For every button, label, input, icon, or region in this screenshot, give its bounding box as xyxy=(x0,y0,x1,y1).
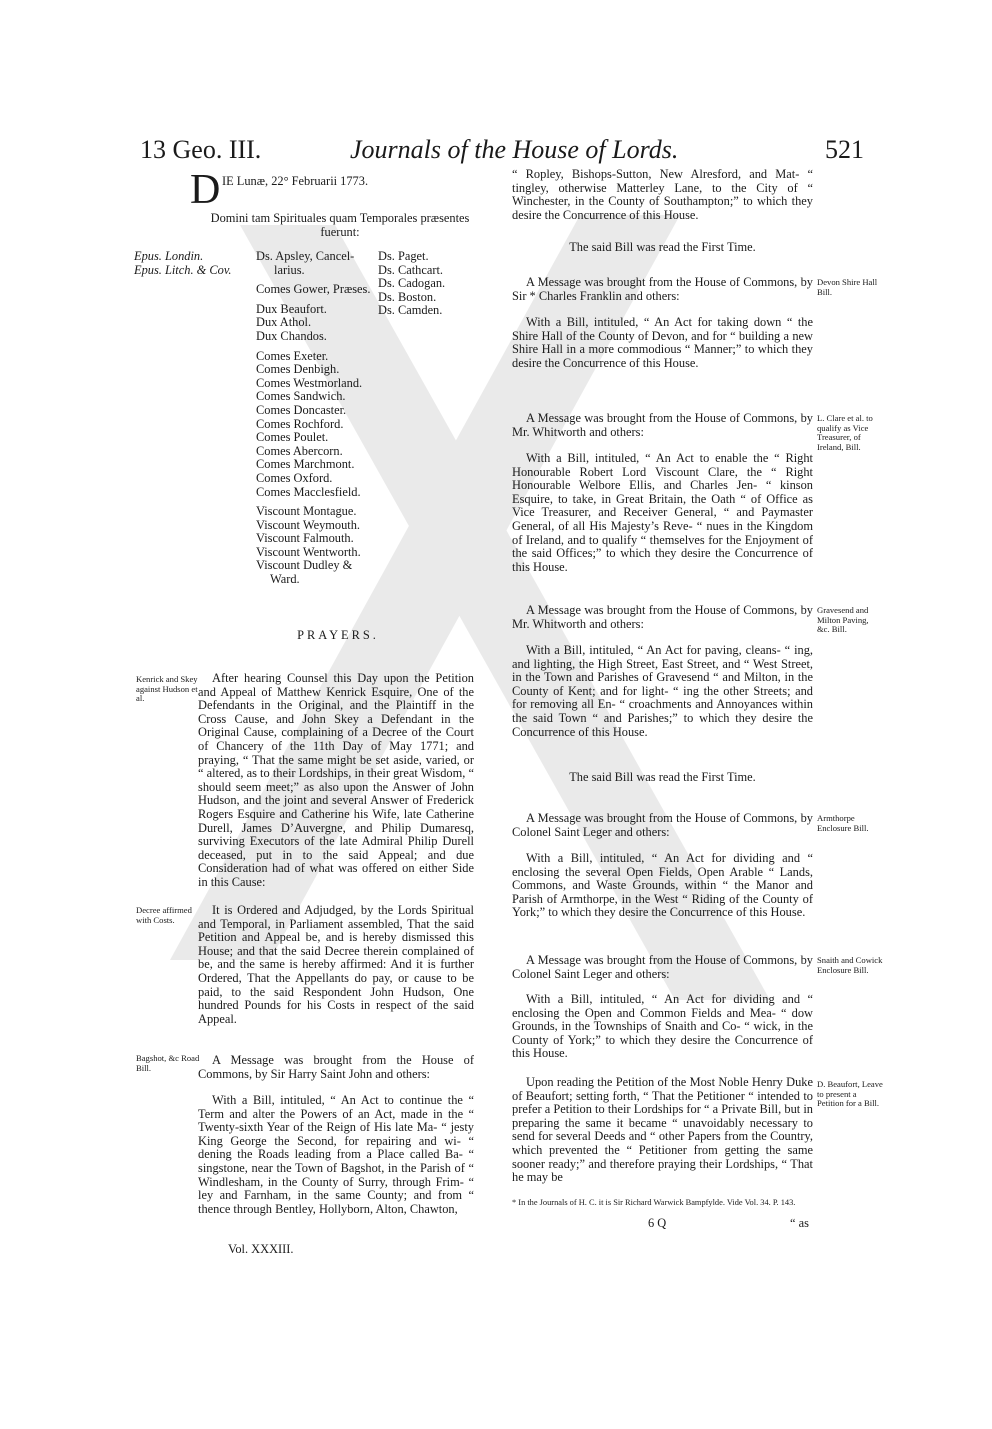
gravesend-message-para: A Message was brought from the House of Commons, by Mr. Whitworth and others: xyxy=(512,603,813,631)
margin-note-gravesend: Gravesend and Milton Paving, &c. Bill. xyxy=(817,605,869,635)
attendee: Ds. Cadogan. xyxy=(378,276,446,291)
attendee: Epus. Litch. & Cov. xyxy=(134,262,232,277)
ropley-continuation-para: “ Ropley, Bishops-Sutton, New Alresford, and Mat- “ tingley, otherwise Matterley Lane, to the City of “ Winchester, in the County of Southampton;” to which they desire the Concurrence of this House. xyxy=(512,167,813,222)
header-title: Journals of the House of Lords. xyxy=(350,135,679,164)
devon-message-para: A Message was brought from the House of Commons, by Sir * Charles Franklin and others: xyxy=(512,275,813,303)
first-reading-2: The said Bill was read the First Time. xyxy=(569,770,756,784)
catchword: “ as xyxy=(790,1216,809,1230)
attendee: Comes Marchmont. xyxy=(256,457,355,472)
margin-note-snaith: Snaith and Cowick Enclosure Bill. xyxy=(817,955,883,975)
first-reading-1: The said Bill was read the First Time. xyxy=(569,240,756,254)
attendee: Comes Doncaster. xyxy=(256,402,347,417)
attendee: Comes Denbigh. xyxy=(256,362,340,377)
attendee: Ward. xyxy=(270,572,300,587)
margin-note-beaufort: D. Beaufort, Leave to present a Petition for a Bill. xyxy=(817,1079,883,1109)
clare-bill-para: With a Bill, intituled, “ An Act to enable the “ Right Honourable Robert Lord Viscount Clare, the “ Right Honourable Welbore Ellis, and Charles Jen- “ kinson Esquire, to take, in Great Britain, the Oath “ of Office as Vice Treasurer, and Receiver General, “ and Paymaster General, of all His Majesty’s Reve- “ nues in the Kingdom of Ireland, and to qualify “ themselves for the Enjoyment of the said Offices;” to which they desire the Concurrence of this House. xyxy=(512,451,813,574)
attendee: Dux Chandos. xyxy=(256,328,327,343)
attendee: Ds. Camden. xyxy=(378,303,443,318)
decree-para: It is Ordered and Adjudged, by the Lords Spiritual and Temporal, in Parliament assembled, That the said Petition and Appeal be, and is hereby dismissed this House; and that the said Decree therein complained of be, and the same is hereby affirmed: And it is further Ordered, That the Appellants do pay, or cause to be paid, to the said Respondent John Hudson, One hundred Pounds for his Costs in respect of the said Appeal. xyxy=(198,903,474,1026)
attendee: Comes Rochford. xyxy=(256,416,344,431)
margin-note-bagshot: Bagshot, &c Road Bill. xyxy=(136,1053,200,1073)
margin-note-decree: Decree affirmed with Costs. xyxy=(136,905,192,925)
attendee: Comes Gower, Præses. xyxy=(256,282,371,297)
armthorpe-bill-para: With a Bill, intituled, “ An Act for dividing and “ enclosing the several Open Fields, Open Arable “ Lands, Commons, and Waste Grounds, within “ the Manor and Parish of Armthorpe, in the West “ Riding of the County of York;” to which they desire the Concurrence of this House. xyxy=(512,851,813,920)
bagshot-bill-para: With a Bill, intituled, “ An Act to continue the “ Term and alter the Powers of an Act, made in the “ Twenty-sixth Year of the Reign of His late Ma- “ jesty King George the Second, for repairing and wi- “ dening the Roads leading from a Place called Ba- “ singstone, near the Town of Bagshot, in the Parish of “ Windlesham, in the County of Surry, through Frim- “ ley and Farnham, in the same County; and from “ thence through Bentley, Hollyborn, Alton, Chawton, xyxy=(198,1093,474,1216)
header-page-number: 521 xyxy=(825,135,864,164)
present-line: Domini tam Spirituales quam Temporales præsentes fuerunt: xyxy=(210,211,470,239)
attendee: Comes Oxford. xyxy=(256,470,333,485)
volume-number: Vol. XXXIII. xyxy=(228,1242,294,1256)
margin-note-clare: L. Clare et al. to qualify as Vice Treasurer, of Ireland, Bill. xyxy=(817,413,873,452)
snaith-message-para: A Message was brought from the House of Commons, by Colonel Saint Leger and others: xyxy=(512,953,813,981)
kenrick-petition-para: After hearing Counsel this Day upon the Petition and Appeal of Matthew Kenrick Esquire, One of the Defendants in the Original, and the Plaintiff in the Cross Cause, and John Skey a Defendant in the Original Cause, complaining of a Decree of the Court of Chancery of the 11th Day of May 1771; and praying, “ That the same might be set aside, varied, or “ altered, as to their Lordships, in their great Wisdom, “ should seem meet;” as also upon the Answer of John Hudson, and the joint and several Answer of Frederick Rogers Esquire and Catherine his Wife, late Catherine Durell, James D’Auvergne, and Philip Dumaresq, surviving Executors of the late Admiral Philip Durell deceased, put in to the said Appeal; and due Consideration had of what was offered on either Side in this Cause: xyxy=(198,671,474,889)
attendee: Comes Macclesfield. xyxy=(256,484,361,499)
attendee: Viscount Dudley & xyxy=(256,558,353,573)
attendee: Dux Beaufort. xyxy=(256,301,327,316)
attendee: Viscount Montague. xyxy=(256,504,357,519)
attendee: Viscount Wentworth. xyxy=(256,544,361,559)
attendee: Comes Abercorn. xyxy=(256,443,343,458)
attendee: Ds. Boston. xyxy=(378,289,437,304)
attendee: Dux Athol. xyxy=(256,315,312,330)
snaith-bill-para: With a Bill, intituled, “ An Act for dividing and “ enclosing the Open and Common Fields and Mea- “ dow Grounds, in the Townships of Snaith and Co- “ wick, in the County of York;” to which they desire the Concurrence of this House. xyxy=(512,992,813,1061)
attendee: Comes Poulet. xyxy=(256,430,329,445)
beaufort-petition-para: Upon reading the Petition of the Most Noble Henry Duke of Beaufort; setting forth, “ That the Petitioner “ intended to prefer a Petition to their Lordships for “ a Private Bill, but in preparing the same it became “ unavoidably necessary to send for several Deeds and “ other Papers from the Country, which prevented the “ Petitioner from getting the same sooner ready;” and therefore praying their Lordships, “ That he may be xyxy=(512,1075,813,1185)
attendee: Viscount Falmouth. xyxy=(256,531,354,546)
attendee: Comes Westmorland. xyxy=(256,375,363,390)
bagshot-message-para: A Message was brought from the House of Commons, by Sir Harry Saint John and others: xyxy=(198,1053,474,1081)
footnote: * In the Journals of H. C. it is Sir Richard Warwick Bampfylde. Vide Vol. 34. P. 143. xyxy=(512,1198,796,1207)
attendance-peers xyxy=(256,250,370,587)
attendee: Comes Sandwich. xyxy=(256,389,346,404)
session-date: IE Lunæ, 22° Februarii 1773. xyxy=(222,174,369,188)
attendee: larius. xyxy=(274,262,305,277)
attendee: Epus. Londin. xyxy=(134,249,204,263)
dropcap: D xyxy=(190,167,221,213)
attendance-bishops xyxy=(134,250,232,277)
attendance-barons xyxy=(378,250,445,318)
attendee: Viscount Weymouth. xyxy=(256,517,361,532)
devon-bill-para: With a Bill, intituled, “ An Act for taking down “ the Shire Hall of the County of Devon, and for “ building a new Shire Hall in a more commodious “ Manner;” to which they desire the Concurrence of this House. xyxy=(512,315,813,370)
header-regnal-year: 13 Geo. III. xyxy=(140,135,262,164)
margin-note-armthorpe: Armthorpe Enclosure Bill. xyxy=(817,813,869,833)
gravesend-bill-para: With a Bill, intituled, “ An Act for paving, cleans- “ ing, and lighting, the High Street, East Street, and “ West Street, in the Town and Parishes of Gravesend “ and Milton, in the County of Kent; and for light- “ ing the other Streets; and for removing all En- “ croachments and Annoyances within the said Town “ and Parishes;” to which they desire the Concurrence of this House. xyxy=(512,643,813,739)
attendee: Ds. Cathcart. xyxy=(378,262,444,277)
clare-message-para: A Message was brought from the House of Commons, by Mr. Whitworth and others: xyxy=(512,411,813,439)
prayers-heading: PRAYERS. xyxy=(297,628,379,642)
attendee: Ds. Paget. xyxy=(378,249,429,263)
attendee: Ds. Apsley, Cancel- xyxy=(256,249,355,263)
attendee: Comes Exeter. xyxy=(256,348,329,363)
signature-mark: 6 Q xyxy=(648,1216,667,1230)
margin-note-devon: Devon Shire Hall Bill. xyxy=(817,277,878,297)
margin-note-kenrick: Kenrick and Skey against Hudson et al. xyxy=(136,674,198,704)
armthorpe-message-para: A Message was brought from the House of Commons, by Colonel Saint Leger and others: xyxy=(512,811,813,839)
